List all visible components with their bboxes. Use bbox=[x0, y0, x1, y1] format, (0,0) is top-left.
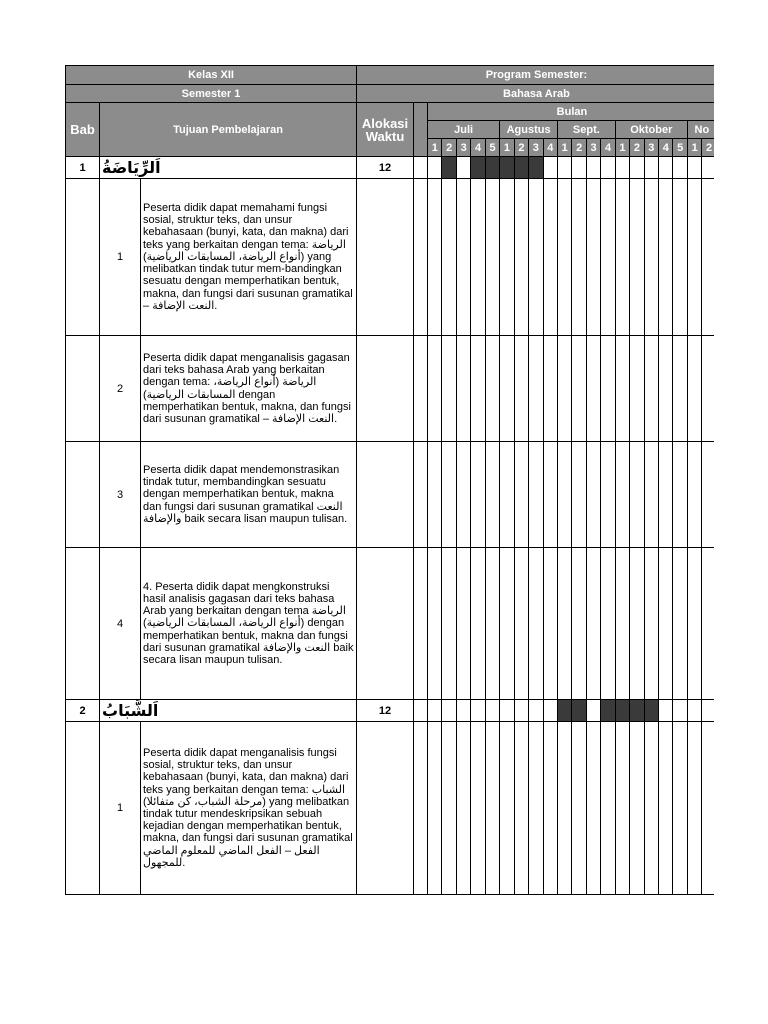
week-cell bbox=[615, 722, 629, 895]
week-cell bbox=[586, 442, 600, 548]
week-cell bbox=[456, 179, 470, 336]
week-cell bbox=[557, 157, 571, 179]
week-cell bbox=[557, 179, 571, 336]
week-cell bbox=[543, 157, 557, 179]
week-header: 4 bbox=[659, 139, 673, 157]
week-cell bbox=[659, 548, 673, 700]
objective-row bbox=[66, 336, 715, 442]
week-cell bbox=[543, 548, 557, 700]
week-cell bbox=[572, 442, 586, 548]
week-cell bbox=[428, 442, 442, 548]
week-header: 1 bbox=[557, 139, 571, 157]
week-cell bbox=[442, 336, 456, 442]
week-header: 4 bbox=[543, 139, 557, 157]
spacer-cell bbox=[414, 722, 428, 895]
chapter-number: 2 bbox=[66, 700, 100, 722]
week-cell bbox=[471, 548, 485, 700]
week-cell bbox=[586, 722, 600, 895]
week-cell bbox=[557, 722, 571, 895]
week-cell bbox=[572, 336, 586, 442]
objective-number: 1 bbox=[100, 179, 141, 336]
objective-number: 3 bbox=[100, 442, 141, 548]
week-cell bbox=[500, 700, 514, 722]
week-cell bbox=[601, 157, 615, 179]
mapel-label: Bahasa Arab bbox=[357, 85, 714, 103]
week-cell bbox=[673, 336, 687, 442]
week-cell bbox=[514, 700, 528, 722]
scheduled-week-cell bbox=[601, 700, 615, 722]
week-cell bbox=[529, 722, 543, 895]
objective-text: Peserta didik dapat mendemonstrasikan tindak tutur, membandingkan sesuatu dengan memperhatikan bentuk, makna dan fungsi dari susunan gramatikal النعت والإضافة baik secara lisan maupun tulisan. bbox=[141, 442, 357, 548]
alokasi-header: Alokasi Waktu bbox=[357, 103, 414, 157]
week-header: 2 bbox=[630, 139, 644, 157]
scheduled-week-cell bbox=[557, 700, 571, 722]
objective-row bbox=[66, 548, 715, 700]
week-cell bbox=[500, 336, 514, 442]
alokasi-cell bbox=[357, 548, 414, 700]
week-cell bbox=[485, 442, 499, 548]
scheduled-week-cell bbox=[500, 157, 514, 179]
week-cell bbox=[572, 548, 586, 700]
week-cell bbox=[456, 336, 470, 442]
objective-number: 4 bbox=[100, 548, 141, 700]
week-cell bbox=[644, 722, 658, 895]
bulan-header: Bulan bbox=[428, 103, 714, 121]
empty-bab-cell bbox=[66, 548, 100, 700]
week-header: 2 bbox=[442, 139, 456, 157]
week-cell bbox=[557, 336, 571, 442]
program-label: Program Semester: bbox=[357, 66, 714, 85]
week-cell bbox=[659, 722, 673, 895]
week-cell bbox=[557, 442, 571, 548]
week-cell bbox=[442, 548, 456, 700]
bab-header: Bab bbox=[66, 103, 100, 157]
program-semester-sheet bbox=[65, 65, 714, 895]
week-cell bbox=[471, 179, 485, 336]
week-cell bbox=[644, 442, 658, 548]
objective-row bbox=[66, 722, 715, 895]
week-cell bbox=[514, 442, 528, 548]
week-cell bbox=[500, 179, 514, 336]
week-cell bbox=[687, 336, 701, 442]
program-semester-table bbox=[65, 65, 714, 895]
month-header: Oktober bbox=[615, 121, 687, 139]
week-cell bbox=[529, 179, 543, 336]
week-cell bbox=[471, 700, 485, 722]
week-cell bbox=[615, 442, 629, 548]
week-cell bbox=[659, 442, 673, 548]
alokasi-cell bbox=[357, 179, 414, 336]
week-cell bbox=[557, 548, 571, 700]
week-cell bbox=[543, 442, 557, 548]
week-cell bbox=[428, 336, 442, 442]
month-header: No bbox=[687, 121, 714, 139]
week-cell bbox=[471, 722, 485, 895]
spacer-cell bbox=[414, 700, 428, 722]
alokasi-cell bbox=[357, 336, 414, 442]
week-header: 1 bbox=[500, 139, 514, 157]
week-cell bbox=[471, 442, 485, 548]
week-cell bbox=[702, 157, 714, 179]
week-cell bbox=[428, 722, 442, 895]
week-cell bbox=[529, 548, 543, 700]
week-header: 2 bbox=[514, 139, 528, 157]
chapter-title-text: اَلرِّيَاضَةُ bbox=[102, 158, 161, 177]
month-header: Juli bbox=[428, 121, 500, 139]
week-cell bbox=[442, 179, 456, 336]
week-cell bbox=[485, 722, 499, 895]
week-header: 1 bbox=[428, 139, 442, 157]
week-cell bbox=[630, 722, 644, 895]
objective-text: 4. Peserta didik dapat mengkonstruksi hasil analisis gagasan dari teks bahasa Arab yang berkaitan dengan tema الرياضة (أنواع الرياضة، المسابقات الرياضية) dengan memperhatikan bentuk, makna dan fungsi dari susunan gramatikal النعت والإضافة baik secara lisan maupun tulisan. bbox=[141, 548, 357, 700]
week-cell bbox=[428, 157, 442, 179]
week-cell bbox=[615, 548, 629, 700]
week-cell bbox=[529, 442, 543, 548]
week-cell bbox=[456, 548, 470, 700]
week-cell bbox=[601, 548, 615, 700]
week-cell bbox=[456, 700, 470, 722]
week-cell bbox=[702, 336, 714, 442]
empty-bab-cell bbox=[66, 442, 100, 548]
week-cell bbox=[514, 722, 528, 895]
week-cell bbox=[543, 179, 557, 336]
week-cell bbox=[428, 700, 442, 722]
week-cell bbox=[659, 700, 673, 722]
week-cell bbox=[572, 157, 586, 179]
week-header: 3 bbox=[644, 139, 658, 157]
week-cell bbox=[442, 700, 456, 722]
week-cell bbox=[644, 179, 658, 336]
chapter-title bbox=[100, 157, 357, 179]
week-cell bbox=[586, 179, 600, 336]
week-cell bbox=[442, 722, 456, 895]
empty-bab-cell bbox=[66, 722, 100, 895]
week-cell bbox=[673, 157, 687, 179]
week-cell bbox=[702, 548, 714, 700]
week-cell bbox=[673, 722, 687, 895]
chapter-alokasi: 12 bbox=[357, 700, 414, 722]
week-cell bbox=[456, 157, 470, 179]
week-cell bbox=[644, 157, 658, 179]
week-header: 1 bbox=[615, 139, 629, 157]
week-cell bbox=[572, 179, 586, 336]
week-cell bbox=[586, 548, 600, 700]
objective-text: Peserta didik dapat memahami fungsi sosial, struktur teks, dan unsur kebahasaan (bunyi, kata, dan makna) dari teks yang berkaitan dengan tema: الرياضة (أنواع الرياضة، المسابقات الرياضية) yang melibatkan tindak tutur mem-bandingkan sesuatu dengan memperhatikan bentuk, makna, dan fungsi dari susunan gramatikal – النعت الإضافة. bbox=[141, 179, 357, 336]
week-cell bbox=[572, 722, 586, 895]
kelas-label: Kelas XII bbox=[66, 66, 357, 85]
spacer-cell bbox=[414, 336, 428, 442]
week-cell bbox=[543, 700, 557, 722]
header-spacer bbox=[414, 103, 428, 157]
week-header: 5 bbox=[485, 139, 499, 157]
week-cell bbox=[630, 548, 644, 700]
week-cell bbox=[687, 157, 701, 179]
week-cell bbox=[615, 179, 629, 336]
week-cell bbox=[514, 548, 528, 700]
week-header: 2 bbox=[572, 139, 586, 157]
week-cell bbox=[529, 336, 543, 442]
week-header: 3 bbox=[529, 139, 543, 157]
week-cell bbox=[586, 157, 600, 179]
objective-row bbox=[66, 179, 715, 336]
week-cell bbox=[659, 179, 673, 336]
chapter-number: 1 bbox=[66, 157, 100, 179]
week-cell bbox=[673, 179, 687, 336]
empty-bab-cell bbox=[66, 179, 100, 336]
spacer-cell bbox=[414, 442, 428, 548]
chapter-title-text: اَلشَّبَابُ bbox=[102, 701, 159, 720]
week-cell bbox=[485, 179, 499, 336]
week-cell bbox=[659, 336, 673, 442]
week-header: 1 bbox=[687, 139, 701, 157]
week-cell bbox=[615, 157, 629, 179]
week-cell bbox=[471, 336, 485, 442]
objective-text: Peserta didik dapat menganalisis fungsi sosial, struktur teks, dan unsur kebahasaan (bunyi, kata, dan makna) dari teks yang berkaitan dengan tema: الشباب (مرحلة الشباب، كن متفائلا) yang melibatkan tindak tutur mendeskripsikan sebuah kejadian dengan memperhatikan bentuk, makna, dan fungsi dari susunan gramatikal الفعل – الفعل الماضي للمعلوم الماضي للمجهول. bbox=[141, 722, 357, 895]
week-header: 3 bbox=[586, 139, 600, 157]
scheduled-week-cell bbox=[442, 157, 456, 179]
week-cell bbox=[601, 722, 615, 895]
week-cell bbox=[687, 442, 701, 548]
week-header: 5 bbox=[673, 139, 687, 157]
week-header: 3 bbox=[456, 139, 470, 157]
week-cell bbox=[442, 442, 456, 548]
week-cell bbox=[456, 722, 470, 895]
week-cell bbox=[673, 700, 687, 722]
week-cell bbox=[514, 336, 528, 442]
scheduled-week-cell bbox=[630, 700, 644, 722]
week-cell bbox=[500, 722, 514, 895]
week-cell bbox=[456, 442, 470, 548]
week-header: 4 bbox=[601, 139, 615, 157]
week-cell bbox=[702, 442, 714, 548]
scheduled-week-cell bbox=[485, 157, 499, 179]
week-cell bbox=[630, 336, 644, 442]
scheduled-week-cell bbox=[514, 157, 528, 179]
week-header: 2 bbox=[702, 139, 714, 157]
week-cell bbox=[485, 700, 499, 722]
objective-text: Peserta didik dapat menganalisis gagasan dari teks bahasa Arab yang berkaitan dengan tema: الرياضة (أنواع الرياضة، المسابقات الرياضية) dengan memperhatikan bentuk, makna, dan fungsi dari susunan gramatikal – النعت الإضافة. bbox=[141, 336, 357, 442]
alokasi-cell bbox=[357, 722, 414, 895]
week-cell bbox=[500, 548, 514, 700]
week-cell bbox=[702, 179, 714, 336]
week-cell bbox=[659, 157, 673, 179]
tujuan-header: Tujuan Pembelajaran bbox=[100, 103, 357, 157]
week-cell bbox=[543, 722, 557, 895]
objective-number: 2 bbox=[100, 336, 141, 442]
semester-label: Semester 1 bbox=[66, 85, 357, 103]
empty-bab-cell bbox=[66, 336, 100, 442]
scheduled-week-cell bbox=[529, 157, 543, 179]
week-cell bbox=[586, 336, 600, 442]
scheduled-week-cell bbox=[644, 700, 658, 722]
week-cell bbox=[615, 336, 629, 442]
spacer-cell bbox=[414, 157, 428, 179]
alokasi-cell bbox=[357, 442, 414, 548]
week-cell bbox=[702, 700, 714, 722]
objective-number: 1 bbox=[100, 722, 141, 895]
week-cell bbox=[673, 548, 687, 700]
week-cell bbox=[630, 179, 644, 336]
week-cell bbox=[687, 179, 701, 336]
week-cell bbox=[500, 442, 514, 548]
week-cell bbox=[529, 700, 543, 722]
week-header: 4 bbox=[471, 139, 485, 157]
week-cell bbox=[687, 700, 701, 722]
chapter-row bbox=[66, 157, 715, 179]
chapter-title bbox=[100, 700, 357, 722]
week-cell bbox=[485, 548, 499, 700]
week-cell bbox=[630, 442, 644, 548]
scheduled-week-cell bbox=[615, 700, 629, 722]
week-cell bbox=[687, 722, 701, 895]
week-cell bbox=[586, 700, 600, 722]
week-cell bbox=[428, 179, 442, 336]
week-cell bbox=[702, 722, 714, 895]
week-cell bbox=[514, 179, 528, 336]
week-cell bbox=[630, 157, 644, 179]
week-cell bbox=[485, 336, 499, 442]
scheduled-week-cell bbox=[471, 157, 485, 179]
spacer-cell bbox=[414, 179, 428, 336]
chapter-alokasi: 12 bbox=[357, 157, 414, 179]
chapter-row bbox=[66, 700, 715, 722]
spacer-cell bbox=[414, 548, 428, 700]
week-cell bbox=[673, 442, 687, 548]
week-cell bbox=[428, 548, 442, 700]
week-cell bbox=[687, 548, 701, 700]
objective-row bbox=[66, 442, 715, 548]
week-cell bbox=[644, 548, 658, 700]
month-header: Agustus bbox=[500, 121, 558, 139]
scheduled-week-cell bbox=[572, 700, 586, 722]
week-cell bbox=[644, 336, 658, 442]
month-header: Sept. bbox=[557, 121, 615, 139]
week-cell bbox=[601, 179, 615, 336]
week-cell bbox=[601, 442, 615, 548]
week-cell bbox=[601, 336, 615, 442]
week-cell bbox=[543, 336, 557, 442]
